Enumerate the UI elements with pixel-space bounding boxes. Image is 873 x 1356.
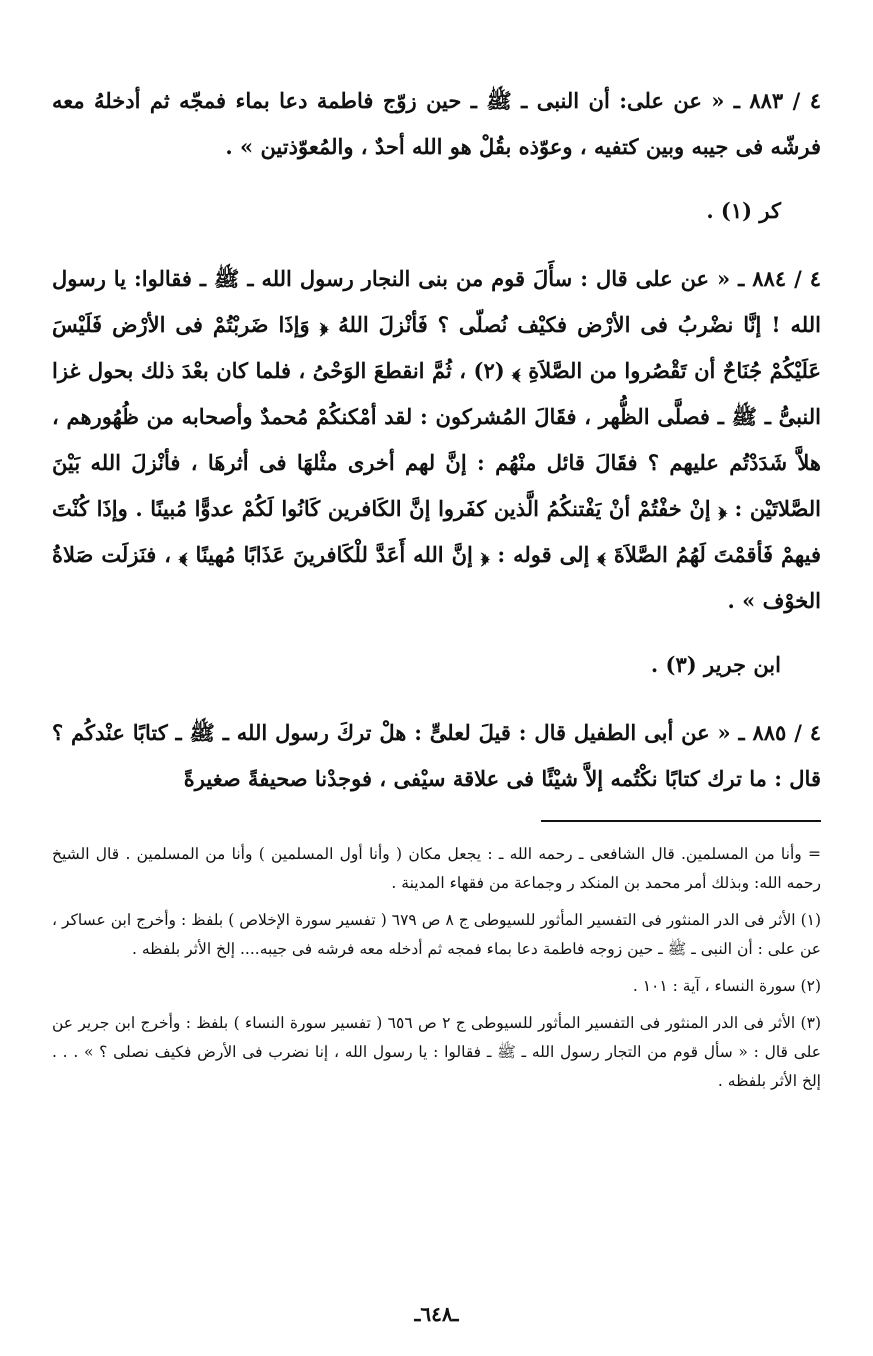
footnote-1: (١) الأثر فى الدر المنثور فى التفسير المأثور للسيوطى ج ٨ ص ٦٧٩ ( تفسير سورة الإخلاص ) بلفظ : وأخرج ابن عساكر ، عن على : أن النبى ـ ﷺ ـ حين زوجه فاطمة دعا بماء فمجه ثم أدخله معه فرشه فى جيبه.... إلخ الأثر بلفظه . [52,911,822,958]
hadith-entry-883: ٤ / ٨٨٣ ـ « عن على: أن النبى ـ ﷺ ـ حين زوّج فاطمة دعا بماء فمجّه ثم أدخلهُ معه فرشّه فى جيبه وبين كتفيه ، وعوّذه بقُلْ هو الله أحدٌ ، والمُعوّذتين » . [52,88,821,159]
source-citation-kr: كر (١) . [706,198,781,223]
footnotes [52,840,821,1096]
hadith-entry-884: ٤ / ٨٨٤ ـ « عن على قال : سأَلَ قوم من بنى النجار رسول الله ـ ﷺ ـ فقالوا: يا رسول الله ! إنَّا نضْربُ فى الأرْض فكيْف نُصلّى ؟ فَأنْزلَ اللهُ ﴿ وَإذَا ضَربْتُمْ فى الأرْض فَلَيْسَ عَلَيْكُمْ جُنَاحٌ أن تَقْصُروا من الصَّلاَةِ ﴾ (٢) ، ثُمَّ انقطعَ الوَحْىُ ، فلما كان بعْدَ ذلك بحول غزا النبىُّ ـ ﷺ ـ فصلَّى الظُّهر ، فقَالَ المُشركون : لقد أمْكنكُمْ مُحمدٌ وأصحابه من ظُهُورهم ، هلاَّ شَدَدْتُم عليهم ؟ فقَالَ قائل منْهُم : إنَّ لهم أخرى مثْلهَا فى أثرهَا ، فأنْزلَ الله بَيْنَ الصَّلاتَيْن : ﴿ إنْ خفْتُمْ أنْ يَفْتنكُمُ الَّذين كفَروا إنَّ الكَافرين كَانُوا لَكُمْ عدوًّا مُبينًا . وإذَا كُنْتَ فيهمْ فَأقمْتَ لَهُمُ الصَّلاَةَ ﴾ إلى قوله : ﴿ إنَّ الله أَعَدَّ للْكَافرينَ عَذَابًا مُهينًا ﴾ ، فنَزلَت صَلاةُ الخوْف » . [52,266,821,613]
main-text [52,78,821,802]
footnote-2: (٢) سورة النساء ، آية : ١٠١ . [632,977,821,995]
footnote-divider [541,820,821,822]
hadith-entry-885: ٤ / ٨٨٥ ـ « عن أبى الطفيل قال : قيلَ لعلىٍّ : هلْ تركَ رسول الله ـ ﷺ ـ كتابًا عنْدكُم ؟ قال : ما ترك كتابًا نكْتُمه إلاَّ شيْئًا فى علاقة سيْفى ، فوجدْنا صحيفةً صغيرةً [52,720,822,791]
footnote-3: (٣) الأثر فى الدر المنثور فى التفسير المأثور للسيوطى ج ٢ ص ٦٥٦ ( تفسير سورة النساء ) بلفظ : وأخرج ابن جرير عن على قال : « سأل قوم من التجار رسول الله ـ ﷺ ـ فقالوا : يا رسول الله ، إنا نضرب فى الأرض فكيف نصلى ؟ » . . . إلخ الأثر بلفظه . [52,1014,821,1090]
source-citation-ibn-jarir: ابن جرير (٣) . [650,652,781,677]
page-number: ـ٦٤٨ـ [414,1302,459,1326]
footnote-continuation: = وأنا من المسلمين. قال الشافعى ـ رحمه الله ـ : يجعل مكان ( وأنا أول المسلمين ) وأنا من المسلمين . قال الشيخ رحمه الله: وبذلك أمر محمد بن المنكد ر وجماعة من فقهاء المدينة . [52,845,821,892]
